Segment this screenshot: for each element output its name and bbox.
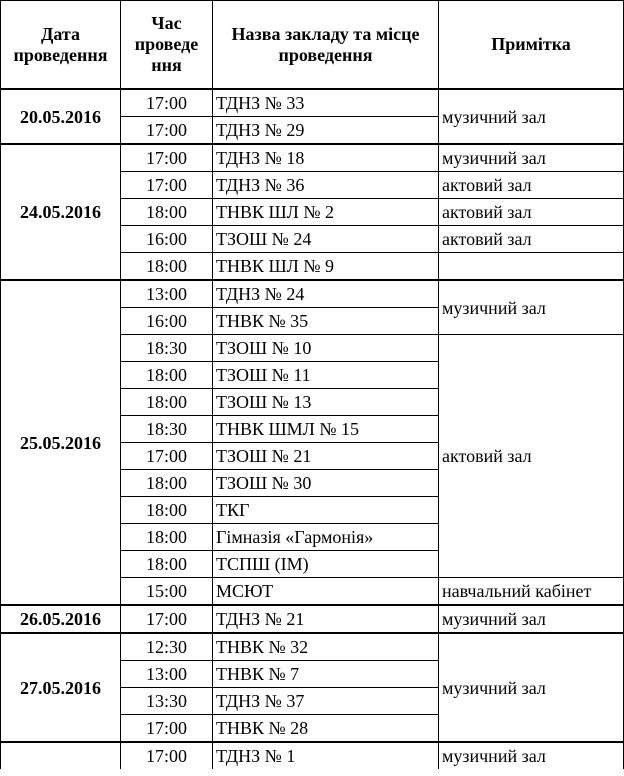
time-cell: 17:00 bbox=[121, 89, 213, 117]
note-cell bbox=[439, 253, 624, 281]
place-cell: ТДНЗ № 21 bbox=[213, 605, 439, 633]
time-cell: 17:00 bbox=[121, 742, 213, 769]
table-row bbox=[1, 144, 624, 172]
time-cell: 16:00 bbox=[121, 308, 213, 335]
time-cell: 17:00 bbox=[121, 172, 213, 199]
place-cell: ТЗОШ № 24 bbox=[213, 226, 439, 253]
header-date: Дата проведення bbox=[1, 1, 121, 90]
time-cell: 12:30 bbox=[121, 633, 213, 661]
place-cell: ТСПШ (ІМ) bbox=[213, 551, 439, 578]
time-cell: 16:00 bbox=[121, 226, 213, 253]
time-cell: 18:30 bbox=[121, 416, 213, 443]
note-cell: музичний зал bbox=[439, 89, 624, 144]
time-cell: 18:00 bbox=[121, 524, 213, 551]
note-cell: актовий зал bbox=[439, 172, 624, 199]
place-cell: ТДНЗ № 29 bbox=[213, 117, 439, 145]
time-cell: 15:00 bbox=[121, 578, 213, 606]
time-cell: 13:00 bbox=[121, 280, 213, 308]
place-cell: ТЗОШ № 11 bbox=[213, 362, 439, 389]
note-cell: актовий зал bbox=[439, 226, 624, 253]
note-cell: музичний зал bbox=[439, 605, 624, 633]
place-cell: ТНВК ШЛ № 9 bbox=[213, 253, 439, 281]
date-cell bbox=[1, 742, 121, 769]
header-row bbox=[1, 1, 624, 90]
note-cell: актовий зал bbox=[439, 335, 624, 578]
date-cell: 20.05.2016 bbox=[1, 89, 121, 144]
time-cell: 18:30 bbox=[121, 335, 213, 362]
table-row bbox=[1, 742, 624, 769]
time-cell: 18:00 bbox=[121, 497, 213, 524]
date-cell: 26.05.2016 bbox=[1, 605, 121, 633]
place-cell: ТНВК ШЛ № 2 bbox=[213, 199, 439, 226]
time-cell: 17:00 bbox=[121, 117, 213, 145]
place-cell: ТНВК № 35 bbox=[213, 308, 439, 335]
date-cell: 25.05.2016 bbox=[1, 280, 121, 605]
place-cell: ТНВК № 7 bbox=[213, 661, 439, 688]
header-time: Час проведе ння bbox=[121, 1, 213, 90]
table-row bbox=[1, 89, 624, 117]
note-cell: музичний зал bbox=[439, 633, 624, 742]
time-cell: 18:00 bbox=[121, 362, 213, 389]
header-note: Примітка bbox=[439, 1, 624, 90]
place-cell: ТНВК № 32 bbox=[213, 633, 439, 661]
place-cell: Гімназія «Гармонія» bbox=[213, 524, 439, 551]
place-cell: ТДНЗ № 24 bbox=[213, 280, 439, 308]
note-cell: навчальний кабінет bbox=[439, 578, 624, 606]
note-cell: музичний зал bbox=[439, 280, 624, 335]
time-cell: 17:00 bbox=[121, 443, 213, 470]
time-cell: 13:30 bbox=[121, 688, 213, 715]
place-cell: ТЗОШ № 30 bbox=[213, 470, 439, 497]
place-cell: ТЗОШ № 10 bbox=[213, 335, 439, 362]
time-cell: 13:00 bbox=[121, 661, 213, 688]
place-cell: МСЮТ bbox=[213, 578, 439, 606]
place-cell: ТНВК ШМЛ № 15 bbox=[213, 416, 439, 443]
place-cell: ТЗОШ № 21 bbox=[213, 443, 439, 470]
time-cell: 18:00 bbox=[121, 199, 213, 226]
schedule-body bbox=[1, 89, 624, 769]
place-cell: ТНВК № 28 bbox=[213, 715, 439, 743]
place-cell: ТДНЗ № 36 bbox=[213, 172, 439, 199]
place-cell: ТДНЗ № 1 bbox=[213, 742, 439, 769]
note-cell: актовий зал bbox=[439, 199, 624, 226]
time-cell: 17:00 bbox=[121, 715, 213, 743]
date-cell: 24.05.2016 bbox=[1, 144, 121, 280]
place-cell: ТЗОШ № 13 bbox=[213, 389, 439, 416]
time-cell: 18:00 bbox=[121, 389, 213, 416]
header-place: Назва закладу та місце проведення bbox=[213, 1, 439, 90]
table-row bbox=[1, 280, 624, 308]
note-cell: музичний зал bbox=[439, 144, 624, 172]
place-cell: ТКГ bbox=[213, 497, 439, 524]
table-row bbox=[1, 633, 624, 661]
place-cell: ТДНЗ № 37 bbox=[213, 688, 439, 715]
place-cell: ТДНЗ № 33 bbox=[213, 89, 439, 117]
note-cell: музичний зал bbox=[439, 742, 624, 769]
time-cell: 18:00 bbox=[121, 551, 213, 578]
time-cell: 17:00 bbox=[121, 144, 213, 172]
table-row bbox=[1, 605, 624, 633]
time-cell: 18:00 bbox=[121, 470, 213, 497]
place-cell: ТДНЗ № 18 bbox=[213, 144, 439, 172]
time-cell: 18:00 bbox=[121, 253, 213, 281]
date-cell: 27.05.2016 bbox=[1, 633, 121, 742]
time-cell: 17:00 bbox=[121, 605, 213, 633]
